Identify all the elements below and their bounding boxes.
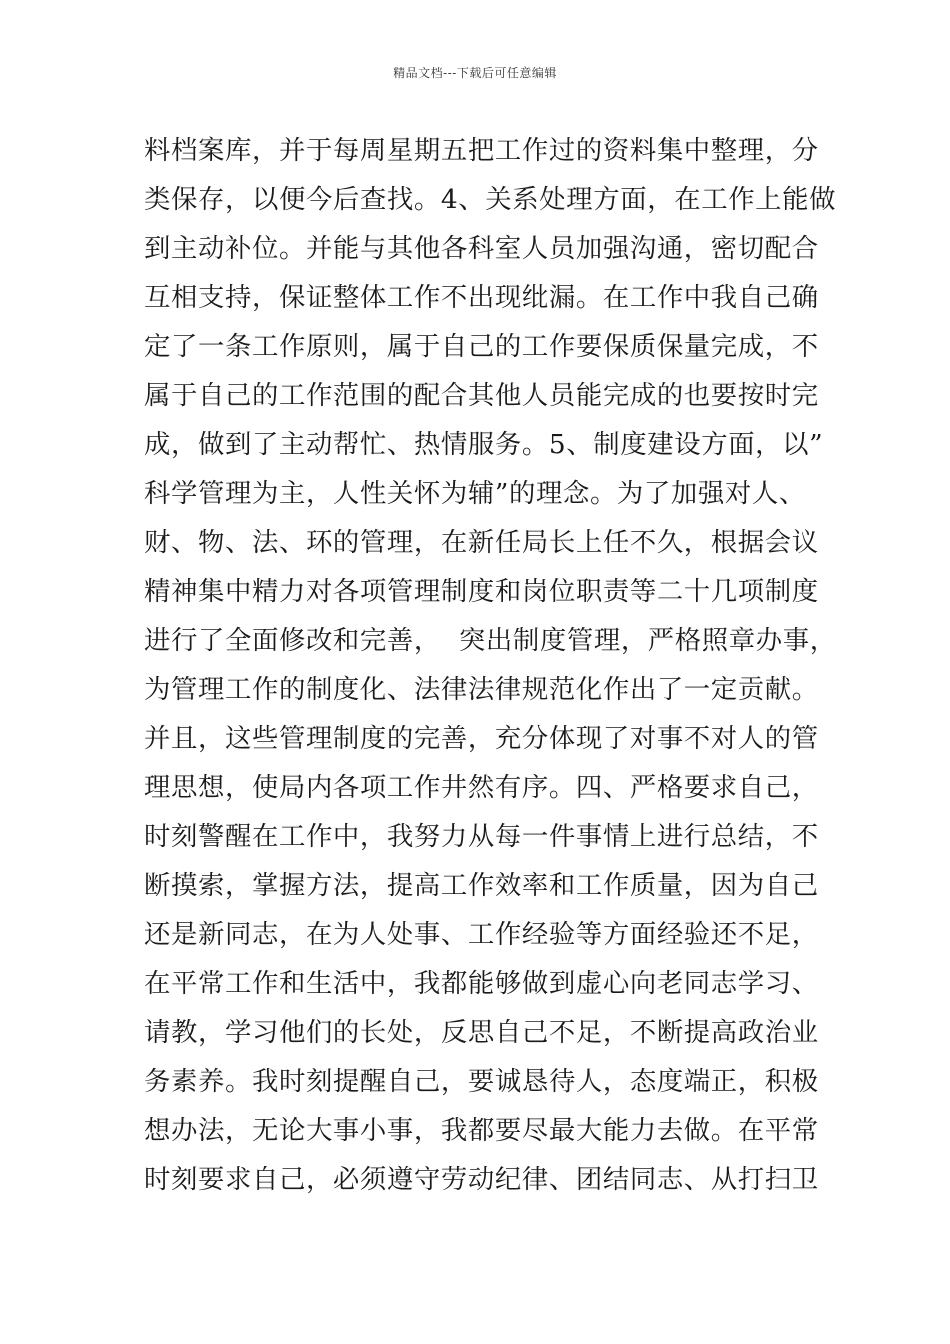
text-line: 请教，学习他们的长处，反思自己不足，不断提高政治业 [144,1017,819,1048]
text-line: 精神集中精力对各项管理制度和岗位职责等二十几项制度 [144,576,819,607]
text-line: 并且，这些管理制度的完善，充分体现了对事不对人的管 [144,723,819,754]
text-line: 财、物、法、环的管理，在新任局长上任不久，根据会议 [144,527,819,558]
text-line: 属于自己的工作范围的配合其他人员能完成的也要按时完 [144,380,819,411]
text-line: 务素养。我时刻提醒自己，要诚恳待人，态度端正，积极 [144,1066,819,1097]
text-line: 想办法，无论大事小事，我都要尽最大能力去做。在平常 [144,1115,819,1146]
text-line: 时刻要求自己，必须遵守劳动纪律、团结同志、从打扫卫 [144,1164,819,1195]
text-line: 还是新同志，在为人处事、工作经验等方面经验还不足， [144,919,819,950]
text-line: 时刻警醒在工作中，我努力从每一件事情上进行总结，不 [144,821,819,852]
text-line: 到主动补位。并能与其他各科室人员加强沟通，密切配合 [144,233,819,264]
text-line: 理思想，使局内各项工作井然有序。四、严格要求自己， [144,772,819,803]
text-line: 类保存，以便今后查找。4、关系处理方面，在工作上能做 [144,184,837,215]
text-line: 进行了全面修改和完善， 突出制度管理，严格照章办事， [144,625,837,656]
page-header: 精品文档---下载后可任意编辑 [393,66,557,80]
text-line: 断摸索，掌握方法，提高工作效率和工作质量，因为自己 [144,870,819,901]
text-line: 科学管理为主，人性关怀为辅”的理念。为了加强对人、 [144,478,806,509]
document-body [144,126,837,1204]
text-line: 互相支持，保证整体工作不出现纰漏。在工作中我自己确 [144,282,819,313]
text-line: 在平常工作和生活中，我都能够做到虚心向老同志学习、 [144,968,819,999]
text-line: 定了一条工作原则，属于自己的工作要保质保量完成，不 [144,331,819,362]
text-line: 成，做到了主动帮忙、热情服务。5、制度建设方面，以” [144,429,824,460]
text-line: 料档案库，并于每周星期五把工作过的资料集中整理，分 [144,135,819,166]
text-line: 为管理工作的制度化、法律法律规范化作出了一定贡献。 [144,674,819,705]
